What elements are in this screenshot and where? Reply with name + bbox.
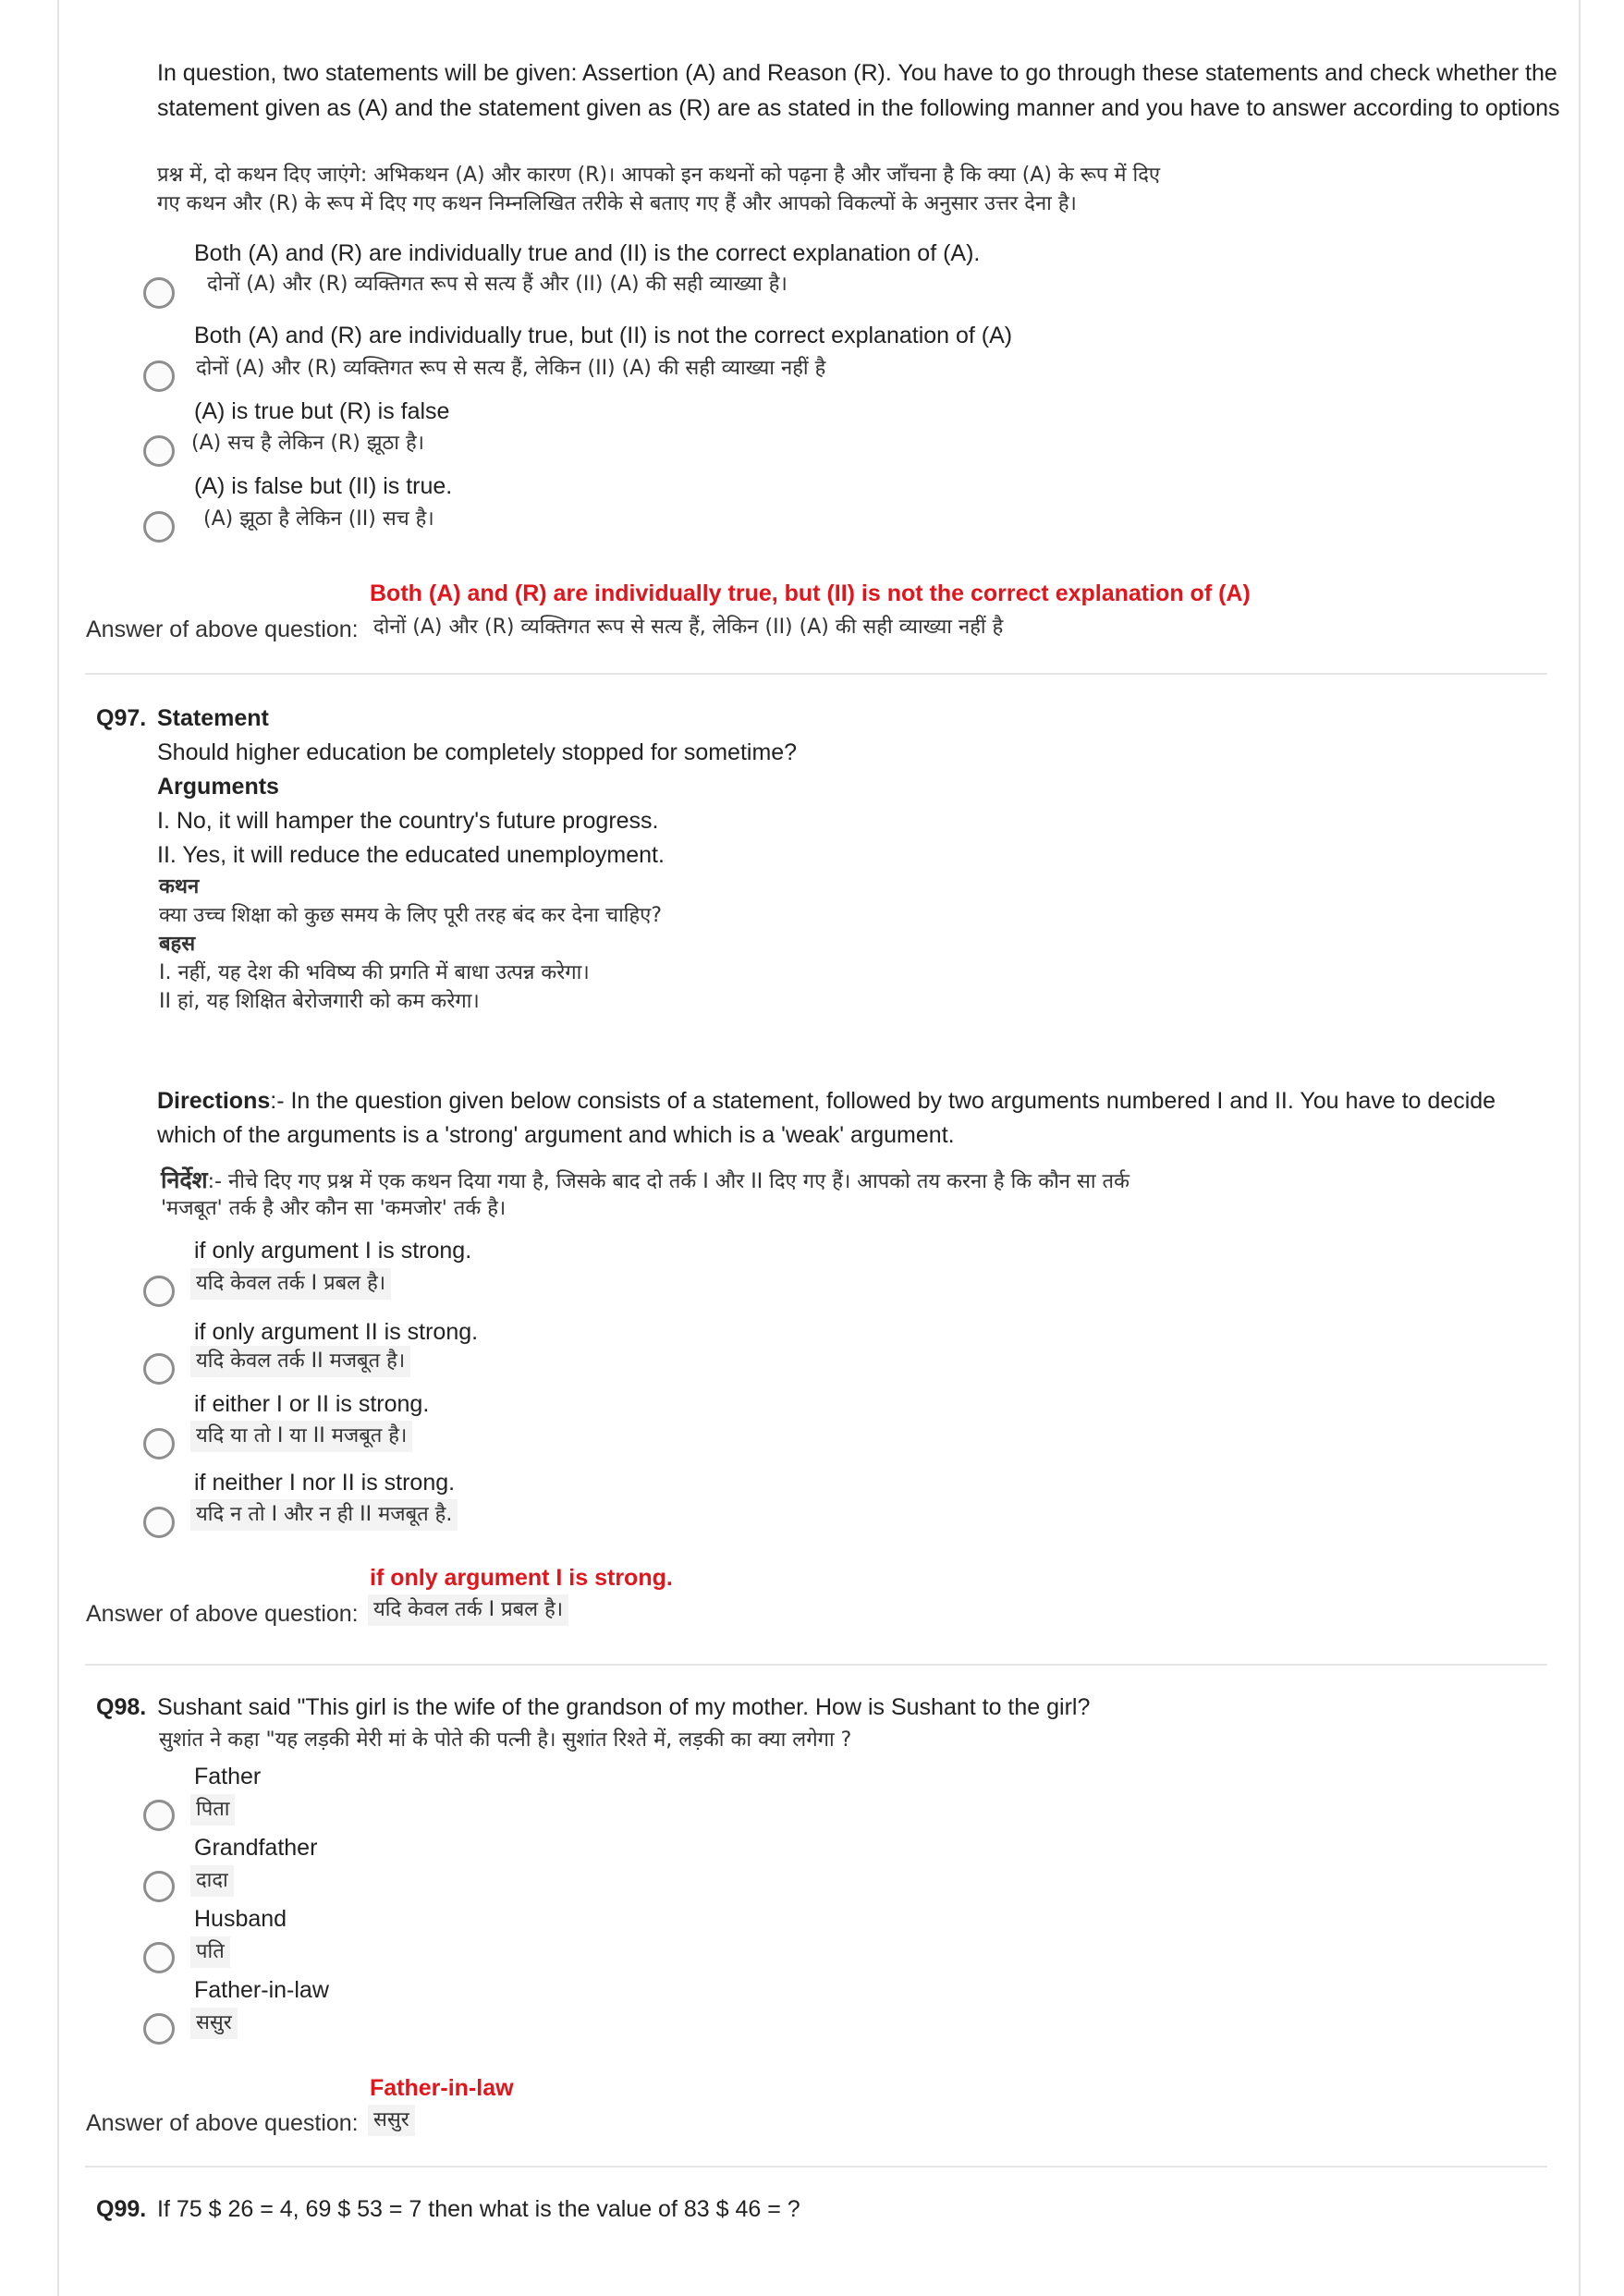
q96-answer-hi: दोनों (A) और (R) व्यक्तिगत रूप से सत्य हैं, लेकिन (II) (A) की सही व्याख्या नहीं है [373,616,1004,639]
q99-number: Q99. [96,2196,147,2222]
q96-option-3-radio[interactable] [143,435,175,467]
q97-hi-argument-2: II हां, यह शिक्षित बेरोजगारी को कम करेगा। [159,990,480,1013]
q97-number: Q97. [96,705,147,731]
q98-answer-label: Answer of above question: [86,2110,359,2136]
q96-option-4-hi: (A) झूठा है लेकिन (II) सच है। [203,507,434,531]
q97-option-4-en: if neither I nor II is strong. [194,1470,456,1496]
q99-question-en: If 75 $ 26 = 4, 69 $ 53 = 7 then what is the value of 83 $ 46 = ? [157,2196,800,2222]
q98-question-hi: सुशांत ने कहा "यह लड़की मेरी मां के पोते की पत्नी है। सुशांत रिश्ते में, लड़की का क्या लगेगा ? [159,1728,852,1752]
q98-option-3-radio[interactable] [143,1942,175,1973]
q97-arguments-heading: Arguments [157,774,279,800]
separator-2 [85,1664,1547,1666]
separator-3 [85,2166,1547,2168]
q97-option-3-radio[interactable] [143,1428,175,1459]
q96-option-1-hi: दोनों (A) और (R) व्यक्तिगत रूप से सत्य हैं और (II) (A) की सही व्याख्या है। [207,273,788,296]
q98-option-4-radio[interactable] [143,2013,175,2045]
q96-instruction-hi-1: प्रश्न में, दो कथन दिए जाएंगे: अभिकथन (A) और कारण (R)। आपको इन कथनों को पढ़ना है और जाँचना है कि क्या (A) के रूप में दिए [157,164,1161,187]
q96-option-2-radio[interactable] [143,360,175,392]
q97-option-2-radio[interactable] [143,1353,175,1385]
q98-option-4-en: Father-in-law [194,1977,329,2003]
q96-instruction-hi-2: गए कथन और (R) के रूप में दिए गए कथन निम्नलिखित तरीके से बताए गए हैं और आपको विकल्पों के अनुसार उत्तर देना है। [157,192,1077,215]
q97-directions-line-1 [157,1085,1496,1117]
q98-answer-hi: ससुर [368,2105,415,2136]
q97-hi-directions-text-1: :- नीचे दिए गए प्रश्न में एक कथन दिया गया है, जिसके बाद दो तर्क I और II दिए गए हैं। आपको तय करना है कि कौन सा तर्क [207,1170,1129,1193]
q98-option-1-hi: पिता [190,1794,235,1826]
q97-argument-2: II. Yes, it will reduce the educated unemployment. [157,842,665,868]
q97-option-2-en: if only argument II is strong. [194,1319,479,1345]
q97-answer-en: if only argument I is strong. [370,1565,673,1591]
page-border-left [57,0,59,2296]
q96-option-1-en: Both (A) and (R) are individually true and (II) is the correct explanation of (A). [194,240,981,266]
q98-option-3-en: Husband [194,1906,287,1932]
q97-hi-argument-1: I. नहीं, यह देश की भविष्य की प्रगति में बाधा उत्पन्न करेगा। [159,961,590,984]
q96-option-2-hi: दोनों (A) और (R) व्यक्तिगत रूप से सत्य हैं, लेकिन (II) (A) की सही व्याख्या नहीं है [196,357,826,380]
q96-option-4-en: (A) is false but (II) is true. [194,473,453,499]
q97-answer-hi: यदि केवल तर्क I प्रबल है। [368,1594,568,1626]
q98-option-1-radio[interactable] [143,1800,175,1831]
q97-hi-directions-line-1 [161,1166,1129,1196]
q96-instruction-en-1: In question, two statements will be given: Assertion (A) and Reason (R). You have to go through these statements and check whether the [157,60,1557,86]
q97-hi-statement: क्या उच्च शिक्षा को कुछ समय के लिए पूरी तरह बंद कर देना चाहिए? [159,904,662,927]
q97-argument-1: I. No, it will hamper the country's future progress. [157,808,659,834]
q97-statement: Should higher education be completely stopped for sometime? [157,739,798,765]
q96-instruction-en-2: statement given as (A) and the statement given as (R) are as stated in the following manner and you have to answer according to options [157,95,1560,121]
q97-statement-heading: Statement [157,705,269,731]
q96-option-2-en: Both (A) and (R) are individually true, but (II) is not the correct explanation of (A) [194,323,1013,348]
q97-hi-arguments-heading: बहस [159,933,196,956]
q98-option-2-en: Grandfather [194,1835,318,1861]
q97-hi-directions-label: निर्देश [161,1166,208,1193]
q96-option-3-hi: (A) सच है लेकिन (R) झूठा है। [191,432,425,455]
q98-option-4-hi: ससुर [190,2008,238,2039]
q97-option-3-hi: यदि या तो I या II मजबूत है। [190,1421,412,1452]
q97-option-4-hi: यदि न तो I और न ही II मजबूत है. [190,1499,458,1531]
q97-directions-line-2: which of the arguments is a 'strong' argument and which is a 'weak' argument. [157,1122,955,1148]
q97-hi-directions-line-2: 'मजबूत' तर्क है और कौन सा 'कमजोर' तर्क है। [161,1197,507,1220]
q97-option-1-radio[interactable] [143,1276,175,1307]
q96-option-4-radio[interactable] [143,511,175,543]
q97-option-3-en: if either I or II is strong. [194,1391,430,1417]
q97-option-1-hi: यदि केवल तर्क I प्रबल है। [190,1268,391,1300]
q97-directions-text-1: :- In the question given below consists of a statement, followed by two arguments numbered I and II. You have to decide [270,1088,1496,1114]
q98-question-en: Sushant said "This girl is the wife of the grandson of my mother. How is Sushant to the girl? [157,1694,1091,1720]
q98-option-2-hi: दादा [190,1865,234,1897]
q97-option-2-hi: यदि केवल तर्क II मजबूत है। [190,1346,410,1377]
q97-hi-statement-heading: कथन [159,875,200,898]
page-border-right [1579,0,1581,2296]
q98-answer-en: Father-in-law [370,2075,514,2101]
q98-option-1-en: Father [194,1764,262,1789]
q97-option-4-radio[interactable] [143,1507,175,1538]
q97-directions-label: Directions [157,1088,271,1114]
q96-answer-en: Both (A) and (R) are individually true, but (II) is not the correct explanation of (A) [370,580,1251,606]
q96-option-3-en: (A) is true but (R) is false [194,398,450,424]
q98-option-2-radio[interactable] [143,1871,175,1902]
q97-answer-label: Answer of above question: [86,1601,359,1627]
separator-1 [85,673,1547,675]
q96-option-1-radio[interactable] [143,277,175,309]
q98-option-3-hi: पति [190,1936,230,1968]
q97-option-1-en: if only argument I is strong. [194,1238,472,1264]
q98-number: Q98. [96,1694,147,1720]
q96-answer-label: Answer of above question: [86,617,359,642]
